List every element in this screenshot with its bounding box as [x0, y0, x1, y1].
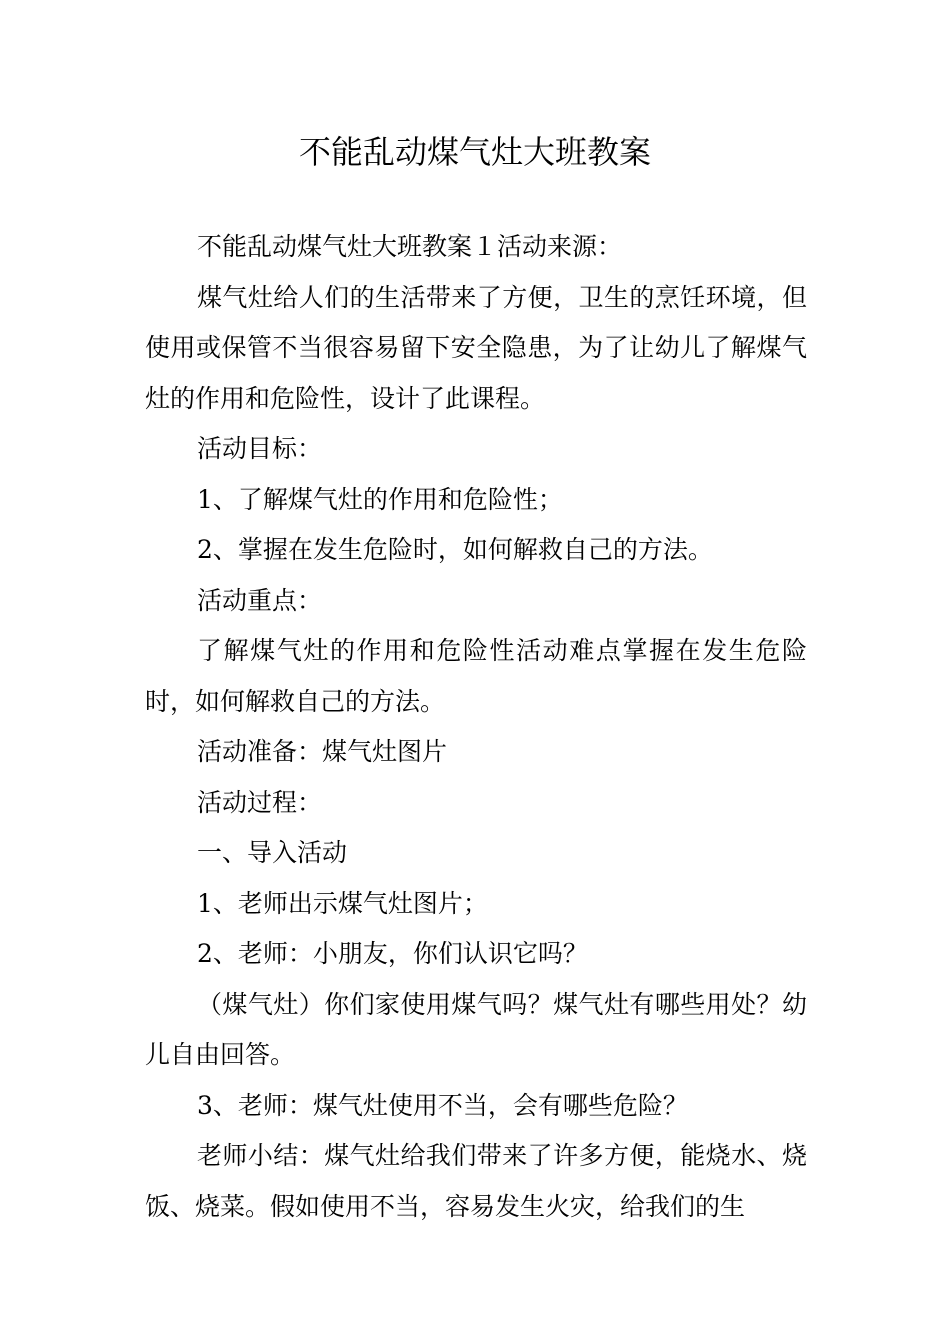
paragraph-step-3: 3、老师：煤气灶使用不当，会有哪些危险？ — [197, 1090, 688, 1120]
paragraph-preparation: 活动准备：煤气灶图片 — [197, 737, 448, 766]
paragraph-activity-source: 煤气灶给人们的生活带来了方便，卫生的烹饪环境，但使用或保管不当很容易留下安全隐患，为了让幼儿了解煤气灶的作用和危险性，设计了此课程。 — [145, 282, 807, 413]
paragraph-step-2-detail: （煤气灶）你们家使用煤气吗？煤气灶有哪些用处？幼儿自由回答。 — [145, 989, 807, 1069]
paragraph-goal-1: 1、了解煤气灶的作用和危险性； — [197, 484, 563, 514]
paragraph-teacher-summary: 老师小结：煤气灶给我们带来了许多方便，能烧水、烧饭、烧菜。假如使用不当，容易发生火灾，给我们的生 — [145, 1141, 807, 1221]
paragraph-goals-heading: 活动目标： — [197, 434, 323, 463]
paragraph-process-heading: 活动过程： — [197, 787, 323, 817]
paragraph-step-1: 1、老师出示煤气灶图片； — [197, 888, 488, 918]
paragraph-step-2: 2、老师：小朋友，你们认识它吗？ — [197, 939, 588, 968]
paragraph-key-points-heading: 活动重点： — [197, 585, 323, 615]
paragraph-key-points: 了解煤气灶的作用和危险性活动难点掌握在发生危险时，如何解救自己的方法。 — [145, 636, 807, 716]
paragraph-goal-2: 2、掌握在发生危险时，如何解救自己的方法。 — [197, 535, 713, 564]
document-title: 不能乱动煤气灶大班教案 — [298, 133, 651, 171]
document-body — [145, 222, 807, 1232]
paragraph-activity-source-heading: 不能乱动煤气灶大班教案１活动来源： — [197, 232, 623, 261]
paragraph-intro-activity: 一、导入活动 — [197, 838, 348, 867]
